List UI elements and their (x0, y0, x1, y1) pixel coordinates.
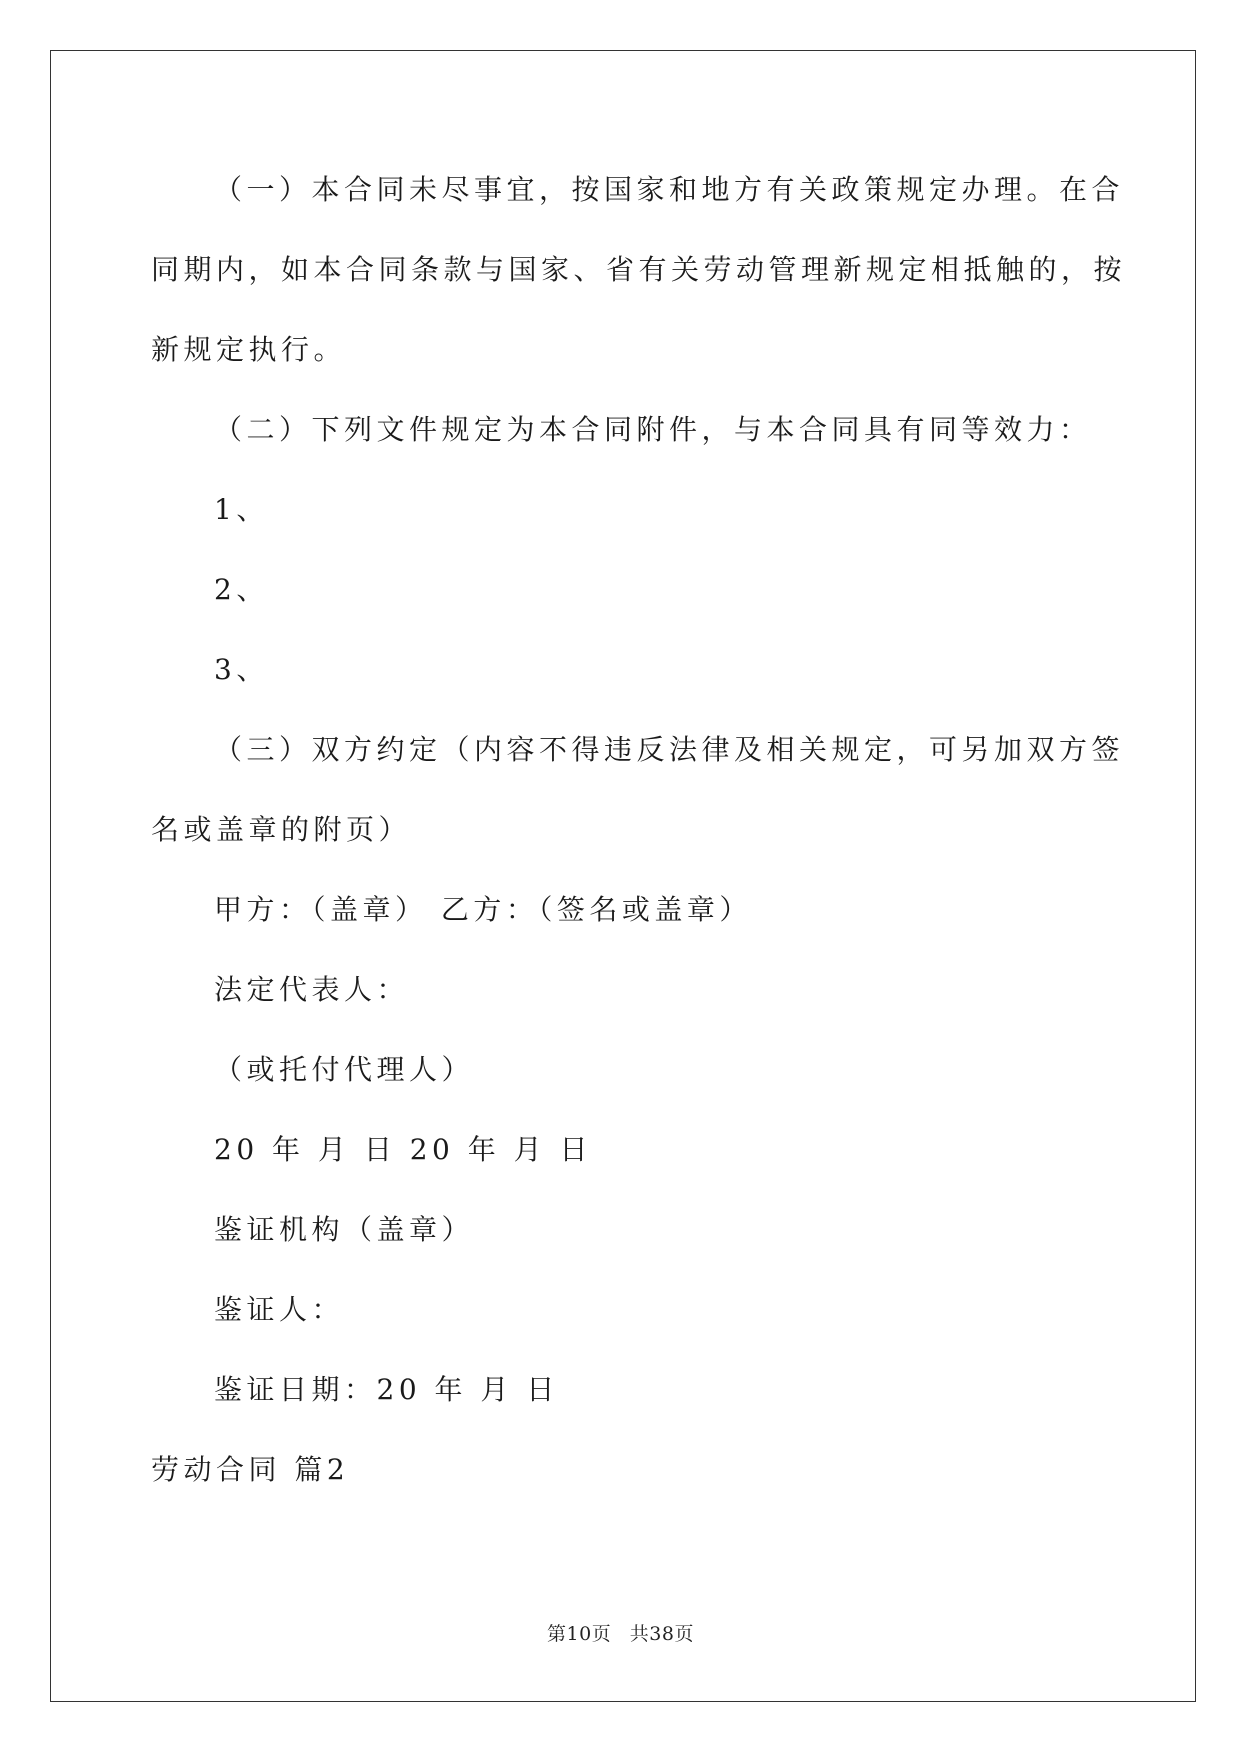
signature-dates: 20 年 月 日 20 年 月 日 (214, 1133, 593, 1166)
notary-date: 鉴证日期：20 年 月 日 (214, 1373, 559, 1406)
clause-2-line-1: （二）下列文件规定为本合同附件，与本合同具有同等效力： (214, 413, 1092, 446)
attachment-item-2: 2、 (214, 573, 269, 606)
clause-1-line-3: 新规定执行。 (151, 333, 347, 366)
signature-legal-rep: 法定代表人： (214, 973, 410, 1006)
clause-3-line-2: 名或盖章的附页） (151, 813, 412, 846)
clause-3-line-1: （三）双方约定（内容不得违反法律及相关规定，可另加双方签 (214, 733, 1125, 766)
page-footer (0, 1621, 1241, 1647)
page-total: 共38页 (629, 1623, 694, 1645)
signature-parties: 甲方：（盖章） 乙方：（签名或盖章） (214, 893, 752, 926)
signature-agent: （或托付代理人） (214, 1053, 475, 1086)
notary-organization: 鉴证机构（盖章） (214, 1213, 475, 1246)
clause-1-line-1: （一）本合同未尽事宜，按国家和地方有关政策规定办理。在合 (214, 173, 1125, 206)
page-number: 第10页 (547, 1623, 612, 1645)
attachment-item-1: 1、 (214, 493, 269, 526)
clause-1-line-2: 同期内，如本合同条款与国家、省有关劳动管理新规定相抵触的，按 (151, 253, 1127, 286)
section-heading: 劳动合同 篇2 (151, 1453, 350, 1486)
attachment-item-3: 3、 (214, 653, 269, 686)
notary-person: 鉴证人： (214, 1293, 345, 1326)
